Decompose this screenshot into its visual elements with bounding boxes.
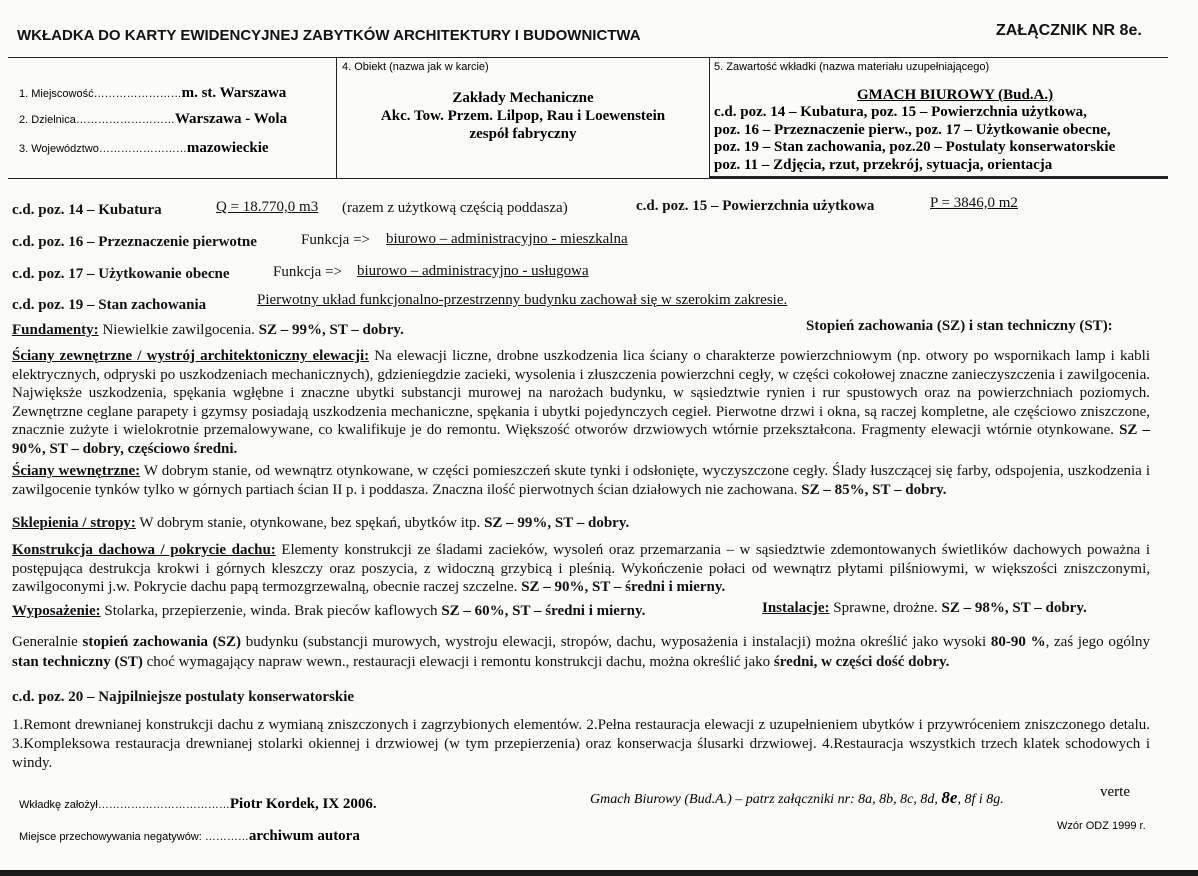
pos19-label: c.d. poz. 19 – Stan zachowania bbox=[12, 297, 207, 313]
box-divider-2 bbox=[709, 57, 710, 179]
foundations-row: Fundamenty: Niewielkie zawilgocenia. SZ – 99%, ST – dobry. bbox=[12, 322, 404, 338]
verte-note: verte bbox=[1100, 784, 1130, 800]
field-district: 2. Dzielnica………………………Warszawa - Wola bbox=[19, 111, 288, 127]
form-title: WKŁADKA DO KARTY EWIDENCYJNEJ ZABYTKÓW ARCHITEKTURY I BUDOWNICTWA bbox=[17, 27, 641, 44]
pos20-label: c.d. poz. 20 – Najpilniejsze postulaty konserwatorskie bbox=[12, 689, 355, 705]
box-bottom-border bbox=[8, 178, 1168, 179]
installations-row: Instalacje: Sprawne, drożne. SZ – 98%, ST – dobry. bbox=[762, 600, 1087, 616]
attachments-reference: Gmach Biurowy (Bud.A.) – patrz załączniki nr: 8a, 8b, 8c, 8d, 8e, 8f i 8g. bbox=[590, 788, 1004, 807]
pos17-value: biurowo – administracyjno - usługowa bbox=[357, 263, 589, 279]
pos17-label: c.d. poz. 17 – Użytkowanie obecne bbox=[12, 266, 230, 282]
pos14-value: Q = 18.770,0 m3 bbox=[216, 199, 319, 215]
box-bottom-border-bold bbox=[709, 176, 1168, 178]
content-label: 5. Zawartość wkładki (nazwa materiału uzupełniającego) bbox=[714, 61, 990, 73]
pos17-prefix: Funkcja => bbox=[273, 264, 342, 280]
vaults-row: Sklepienia / stropy: W dobrym stanie, otynkowane, bez spękań, ubytków itp. SZ – 99%, ST – dobry. bbox=[12, 515, 630, 531]
pos15-value: P = 3846,0 m2 bbox=[930, 195, 1018, 211]
field-locality: 1. Miejscowość……………………m. st. Warszawa bbox=[19, 85, 287, 101]
object-name: Zakłady Mechaniczne Akc. Tow. Przem. Lilpop, Rau i Loewenstein zespół fabryczny bbox=[380, 90, 666, 142]
pos16-prefix: Funkcja => bbox=[301, 232, 370, 248]
author-field: Wkładkę założył………………………………Piotr Kordek, IX 2006. bbox=[19, 796, 377, 812]
roof-paragraph: Konstrukcja dachowa / pokrycie dachu: Elementy konstrukcji ze śladami zacieków, wysoleń oraz przemarzania – w sąsiedztwie zdemontowanych świetlików dachowych poważna i postępująca destrukcja krokwi i górnych kleszczy oraz poszycia, z widoczną grzybicą i pleśnią. Wykończenie połaci od wewnątrz płytami pilśniowymi, w większości zniszczonymi, zawilgoconymi j.w. Pokrycie dachu papą termozgrzewalną, obecnie raczej szczelne. SZ – 90%, ST – średni i mierny. bbox=[12, 542, 1151, 595]
object-label: 4. Obiekt (nazwa jak w karcie) bbox=[342, 61, 489, 73]
attachment-number: ZAŁĄCZNIK NR 8e. bbox=[996, 22, 1142, 39]
pos19-value: Pierwotny układ funkcjonalno-przestrzenny budynku zachował się w szerokim zakresie. bbox=[257, 292, 788, 308]
pos16-label: c.d. poz. 16 – Przeznaczenie pierwotne bbox=[12, 234, 257, 250]
storage-field: Miejsce przechowywania negatywów: …………archiwum autora bbox=[19, 828, 360, 844]
pos14-note: (razem z użytkową częścią poddasza) bbox=[342, 200, 568, 216]
equipment-row: Wyposażenie: Stolarka, przepierzenie, winda. Brak pieców kaflowych SZ – 60%, ST – średni i mierny. bbox=[12, 603, 646, 619]
pos14-label: c.d. poz. 14 – Kubatura bbox=[12, 202, 162, 218]
content-title: GMACH BIUROWY (Bud.A.) bbox=[857, 87, 1054, 103]
pos20-text: 1.Remont drewnianej konstrukcji dachu z wymianą zniszczonych i zagrzybionych elementów. 2.Pełna restauracja elewacji z uzupełnieniem ubytków i przywróceniem zniszczonego detalu. 3.Kompleksowa restauracja drewnianej stolarki okiennej i drzwiowej (w tym przepierzenia) oraz konserwacja ślusarki drzwiowej. 4.Restauracja wszystkich trzech klatek schodowych i windy. bbox=[12, 717, 1150, 771]
general-assessment: Generalnie stopień zachowania (SZ) budynku (substancji murowych, wystroju elewacji, stropów, dachu, wyposażenia i instalacji) można określić jako wysoki 80-90 %, zaś jego ogólny stan techniczny (ST) choć wymagający napraw wewn., restauracji elewacji i remontu konstrukcji dachu, można określić jako średni, w części dość dobry. bbox=[12, 634, 1151, 670]
content-list: c.d. poz. 14 – Kubatura, poz. 15 – Powierzchnia użytkowa, poz. 16 – Przeznaczenie pierw., poz. 17 – Użytkowanie obecne, poz. 19 – Stan zachowania, poz.20 – Postulaty konserwatorskie poz. 11 – Zdjęcia, rzut, przekrój, sytuacja, orientacja bbox=[714, 104, 1116, 173]
external-walls-paragraph: Ściany zewnętrzne / wystrój architektoniczny elewacji: Na elewacji liczne, drobne uszkodzenia lica ściany o charakterze powierzchniowym (np. otwory po wspornikach lamp i kabli elektrycznych, odpryski po uszkodzeniach mechanicznych), gdzieniegdzie zacieki, wysolenia i złuszczenia powierzchni cegły, w części cokołowej znaczne zanieczyszczenia i zawilgocenia. Najwięksże uszkodzenia, spękania wgłębne i znaczne ubytki substancji murowej na narożach budynku, w sąsiedztwie rynien i rur spustowych oraz na powierzchniach poziomych. Zewnętrzne ceglane parapety i gzymsy posiadają uszkodzenia mechaniczne, spękania i ubytki pojedynczych cegieł. Pierwotne drzwi i okna, są raczej kompletne, ale częściowo zniszczone, znacznie zużyte i wielokrotnie przemalowywane, co kwalifikuje je do remontu. Większość otworów drzwiowych wtórnie przekształcona. Fragmenty elewacji wtórnie otynkowane. SZ – 90%, ST – dobry, częściowo średni. bbox=[12, 348, 1150, 457]
pos15-label: c.d. poz. 15 – Powierzchnia użytkowa bbox=[636, 198, 875, 214]
form-model: Wzór ODZ 1999 r. bbox=[1057, 820, 1146, 832]
pos16-value: biurowo – administracyjno - mieszkalna bbox=[386, 231, 628, 247]
field-voivodeship: 3. Województwo……………………mazowieckie bbox=[19, 140, 269, 156]
box-top-border bbox=[8, 57, 1168, 58]
rating-legend: Stopień zachowania (SZ) i stan techniczny (ST): bbox=[806, 318, 1113, 334]
internal-walls-paragraph: Ściany wewnętrzne: W dobrym stanie, od wewnątrz otynkowane, w części pomieszczeń skute tynki i odsłonięte, wyczyszczone cegły. Ślady łuszczącej się farby, odspojenia, uszkodzenia i zawilgocenie tynków tylko w górnych partiach ścian II p. i poddasza. Znaczna ilość pierwotnych ścian działowych nie zachowana. SZ – 85%, ST – dobry. bbox=[12, 463, 1150, 498]
